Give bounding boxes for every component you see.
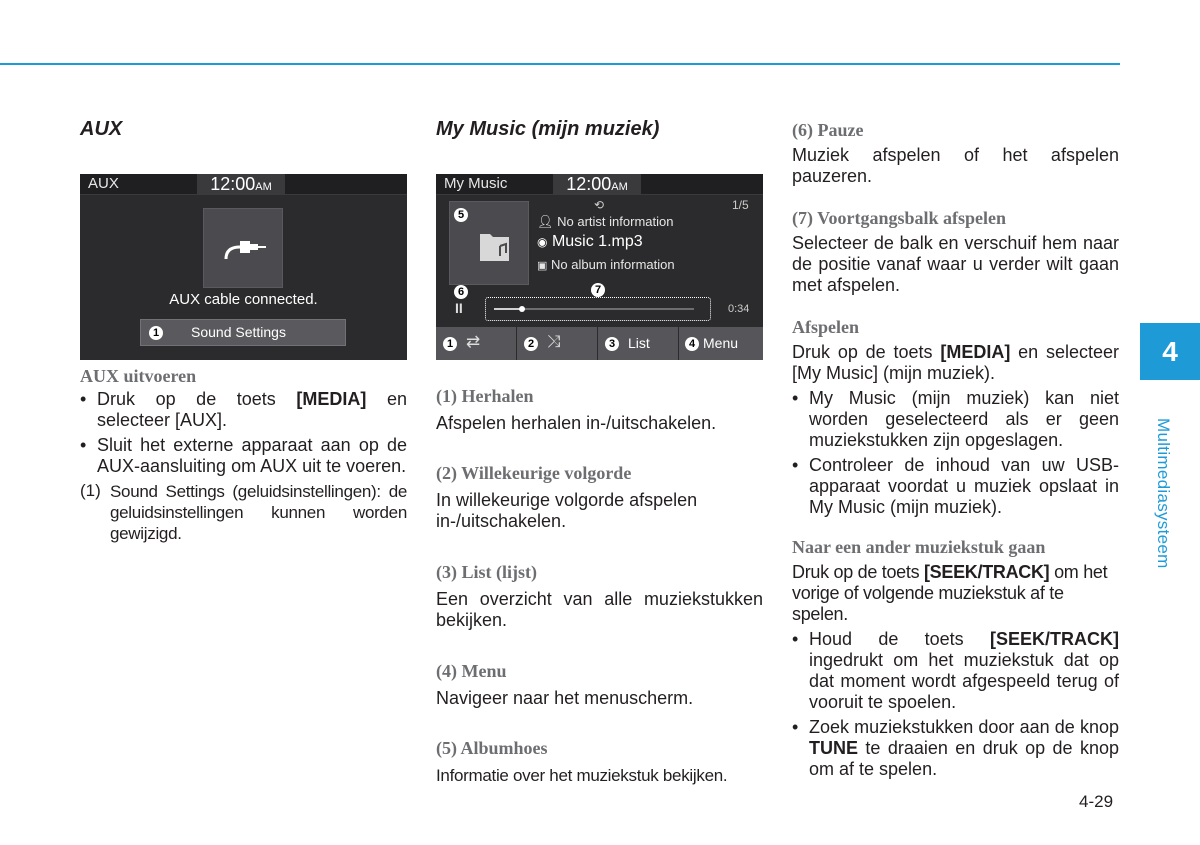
item-list: (3) List (lijst) Een overzicht van alle muziekstukken bekijken. xyxy=(436,562,763,630)
sound-settings-label: Sound Settings xyxy=(191,324,286,340)
next-track-section: Naar een ander muziekstuk gaan Druk op de toets [SEEK/TRACK] om het vorige of volgende muziekstuk af te spelen. • Houd de toets [SEEK/TRACK] ingedrukt om het muziekstuk dat op dat moment wordt afgespeeld terug of vooruit te spoelen. • Zoek muziekstukken door aan de knop TUNE te draaien en druk op de knop om af te spelen. xyxy=(792,536,1119,780)
aux-cable-icon xyxy=(203,208,283,288)
callout-6: 6 xyxy=(454,285,468,299)
status-bar xyxy=(80,174,407,195)
item-voortgangsbalk: (7) Voortgangsbalk afspelen Selecteer de balk en verschuif hem naar de positie vanaf waar u verder wilt gaan met afspelen. xyxy=(792,208,1119,295)
next-bullet-2: • Zoek muziekstukken door aan de knop TUNE te draaien en druk op de knop om af te spelen. xyxy=(792,717,1119,780)
pause-icon[interactable]: II xyxy=(455,300,463,316)
clock: 12:00AM xyxy=(197,174,285,194)
item-pauze: (6) Pauze Muziek afspelen of het afspelen pauzeren. xyxy=(792,120,1119,186)
shuffle-icon: ⤨ xyxy=(547,332,561,351)
header-rule xyxy=(0,63,1120,65)
item-menu: (4) Menu Navigeer naar het menuscherm. xyxy=(436,661,694,708)
aux-bullet-2: • Sluit het externe apparaat aan op de AUX-aansluiting om AUX uit te voeren. xyxy=(80,435,407,477)
artist-line: 👤︎ No artist information xyxy=(537,214,674,229)
progress-knob xyxy=(519,306,525,312)
aux-instructions xyxy=(80,365,407,544)
repeat-button[interactable]: 1 ⇄ xyxy=(436,327,517,360)
next-bullet-1: • Houd de toets [SEEK/TRACK] ingedrukt om het muziekstuk dat op dat moment wordt afgespeeld terug of vooruit te spoelen. xyxy=(792,629,1119,713)
album-line: ▣ No album information xyxy=(537,257,675,272)
afspelen-bullet-2: • Controleer de inhoud van uw USB-apparaat voordat u muziek opslaat in My Music (mijn muziek). xyxy=(792,455,1119,518)
item-herhalen: (1) Herhalen Afspelen herhalen in-/uitschakelen. xyxy=(436,386,717,433)
aux-heading: AUX uitvoeren xyxy=(80,366,197,386)
bottom-button-bar xyxy=(436,327,763,360)
progress-bar[interactable] xyxy=(485,297,711,321)
callout-5: 5 xyxy=(454,208,468,222)
list-button[interactable]: 3 List xyxy=(598,327,679,360)
repeat-indicator-icon: ⟲ xyxy=(594,198,605,212)
my-music-screen xyxy=(436,174,763,360)
album-art[interactable] xyxy=(449,201,529,285)
item-willekeurig: (2) Willekeurige volgorde In willekeurige volgorde afspelen in-/uitschakelen. xyxy=(436,463,698,531)
menu-button[interactable]: 4 Menu xyxy=(679,327,763,360)
my-music-items xyxy=(436,385,763,786)
aux-bullet-1: • Druk op de toets [MEDIA] en selecteer [AUX]. xyxy=(80,389,407,431)
my-music-section-title: My Music (mijn muziek) xyxy=(436,118,660,140)
track-count: 1/5 xyxy=(732,198,749,212)
song-line: ◉ Music 1.mp3 xyxy=(537,233,643,250)
chapter-tab: 4 xyxy=(1140,323,1200,380)
shuffle-button[interactable]: 2 ⤨ xyxy=(517,327,598,360)
column-3 xyxy=(792,119,1119,784)
aux-note: (1) Sound Settings (geluidsinstellingen): de geluidsinstellingen kunnen worden gewijzigd. xyxy=(80,481,407,543)
album-icon: ▣ xyxy=(537,260,548,272)
screen-title: My Music xyxy=(444,175,508,192)
callout-1: 1 xyxy=(149,326,163,340)
item-albumhoes: (5) Albumhoes Informatie over het muziekstuk bekijken. xyxy=(436,738,728,785)
chapter-title: Multimediasysteem xyxy=(1154,418,1173,569)
status-bar xyxy=(436,174,763,195)
aux-section-title: AUX xyxy=(80,118,123,140)
callout-7: 7 xyxy=(591,283,605,297)
sound-settings-button[interactable] xyxy=(140,319,346,346)
clock: 12:00AM xyxy=(553,174,641,194)
elapsed-time: 0:34 xyxy=(728,303,750,315)
person-icon: 👤︎ xyxy=(537,214,554,229)
screen-title: AUX xyxy=(88,175,119,192)
afspelen-bullet-1: • My Music (mijn muziek) kan niet worden geselecteerd als er geen muziekstukken zijn opgeslagen. xyxy=(792,388,1119,451)
repeat-icon: ⇄ xyxy=(466,332,481,351)
afspelen-section: Afspelen Druk op de toets [MEDIA] en selecteer [My Music] (mijn muziek). • My Music (mijn muziek) kan niet worden geselecteerd als er geen muziekstukken zijn opgeslagen. • Controleer de inhoud van uw USB-apparaat voordat u muziek opslaat in My Music (mijn muziek). xyxy=(792,316,1119,518)
disc-icon: ◉ xyxy=(537,235,548,249)
page-number: 4-29 xyxy=(1079,792,1114,811)
aux-status-message: AUX cable connected. xyxy=(169,291,318,308)
aux-screen xyxy=(80,174,407,360)
